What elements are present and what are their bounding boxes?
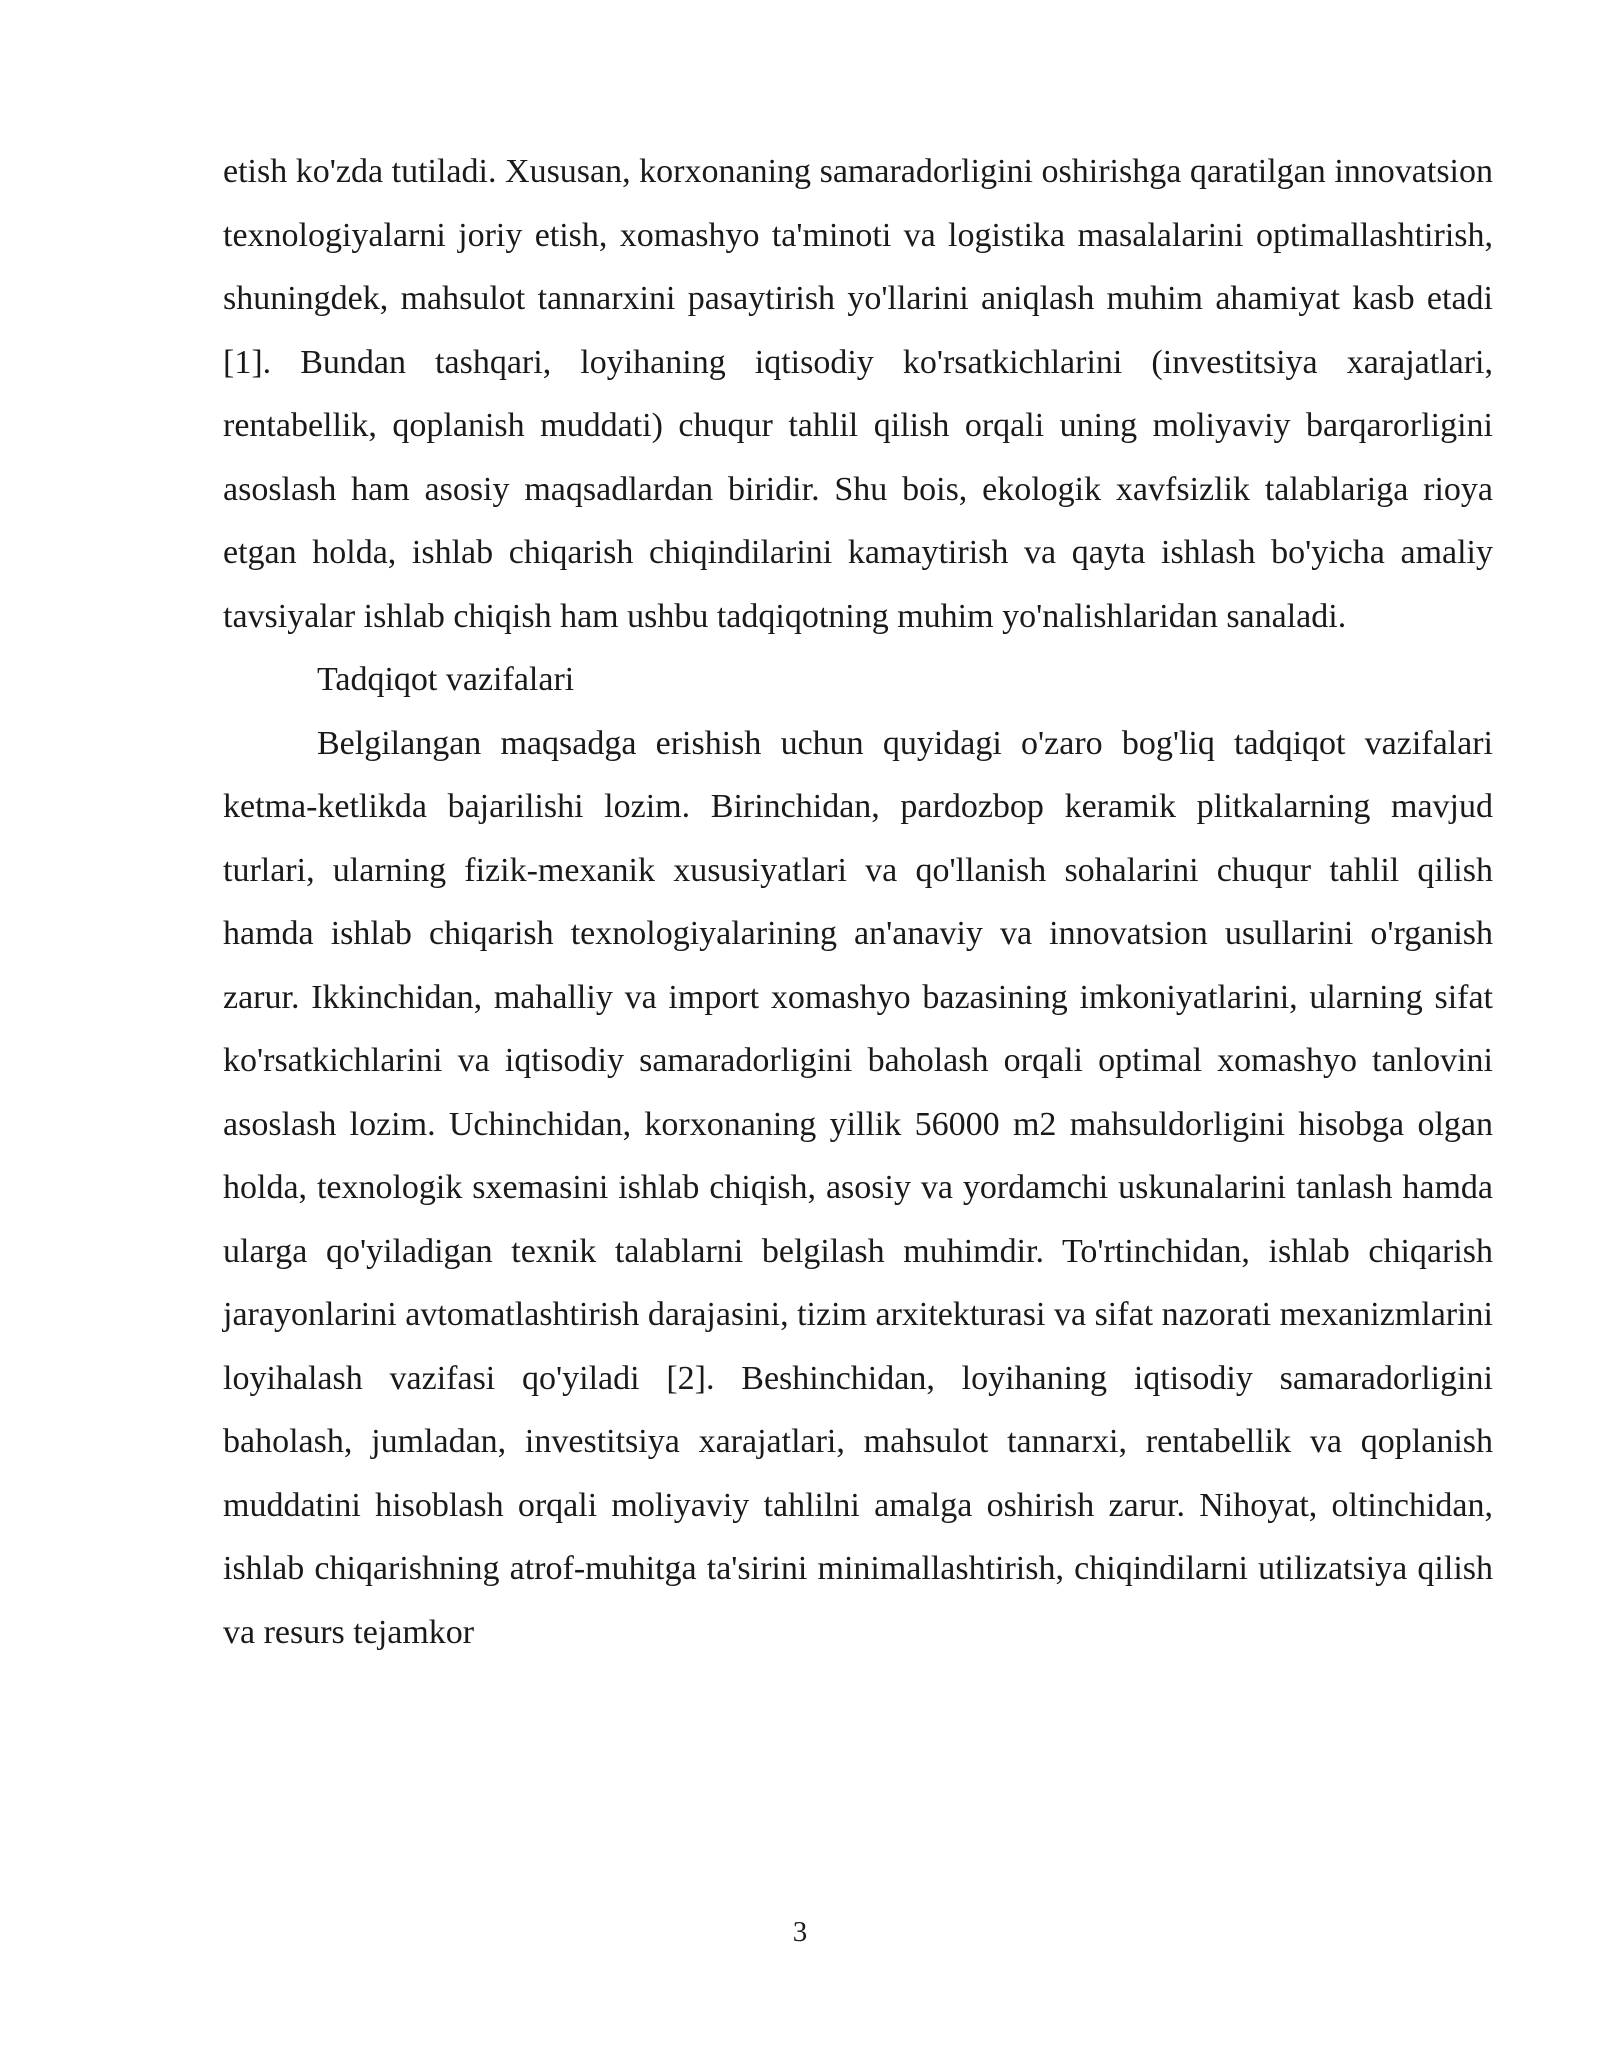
page-body <box>223 140 1493 1664</box>
paragraph-tasks: Belgilangan maqsadga erishish uchun quyidagi o'zaro bog'liq tadqiqot vazifalari ketma-ketlikda bajarilishi lozim. Birinchidan, pardozbop keramik plitkalarning mavjud turlari, ularning fizik-mexanik xususiyatlari va qo'llanish sohalarini chuqur tahlil qilish hamda ishlab chiqarish texnologiyalarining an'anaviy va innovatsion usullarini o'rganish zarur. Ikkinchidan, mahalliy va import xomashyo bazasining imkoniyatlarini, ularning sifat ko'rsatkichlarini va iqtisodiy samaradorligini baholash orqali optimal xomashyo tanlovini asoslash lozim. Uchinchidan, korxonaning yillik 56000 m2 mahsuldorligini hisobga olgan holda, texnologik sxemasini ishlab chiqish, asosiy va yordamchi uskunalarini tanlash hamda ularga qo'yiladigan texnik talablarni belgilash muhimdir. To'rtinchidan, ishlab chiqarish jarayonlarini avtomatlashtirish darajasini, tizim arxitekturasi va sifat nazorati mexanizmlarini loyihalash vazifasi qo'yiladi [2]. Beshinchidan, loyihaning iqtisodiy samaradorligini baholash, jumladan, investitsiya xarajatlari, mahsulot tannarxi, rentabellik va qoplanish muddatini hisoblash orqali moliyaviy tahlilni amalga oshirish zarur. Nihoyat, oltinchidan, ishlab chiqarishning atrof-muhitga ta'sirini minimallashtirish, chiqindilarni utilizatsiya qilish va resurs tejamkor <box>223 724 1493 1651</box>
page-number: 3 <box>792 1916 808 1948</box>
section-heading: Tadqiqot vazifalari <box>317 661 575 698</box>
paragraph-continuation: etish ko'zda tutiladi. Xususan, korxonaning samaradorligini oshirishga qaratilgan innovatsion texnologiyalarni joriy etish, xomashyo ta'minoti va logistika masalalarini optimallashtirish, shuningdek, mahsulot tannarxini pasaytirish yo'llarini aniqlash muhim ahamiyat kasb etadi [1]. Bundan tashqari, loyihaning iqtisodiy ko'rsatkichlarini (investitsiya xarajatlari, rentabellik, qoplanish muddati) chuqur tahlil qilish orqali uning moliyaviy barqarorligini asoslash ham asosiy maqsadlardan biridir. Shu bois, ekologik xavfsizlik talablariga rioya etgan holda, ishlab chiqarish chiqindilarini kamaytirish va qayta ishlash bo'yicha amaliy tavsiyalar ishlab chiqish ham ushbu tadqiqotning muhim yo'nalishlaridan sanaladi. <box>223 153 1493 635</box>
